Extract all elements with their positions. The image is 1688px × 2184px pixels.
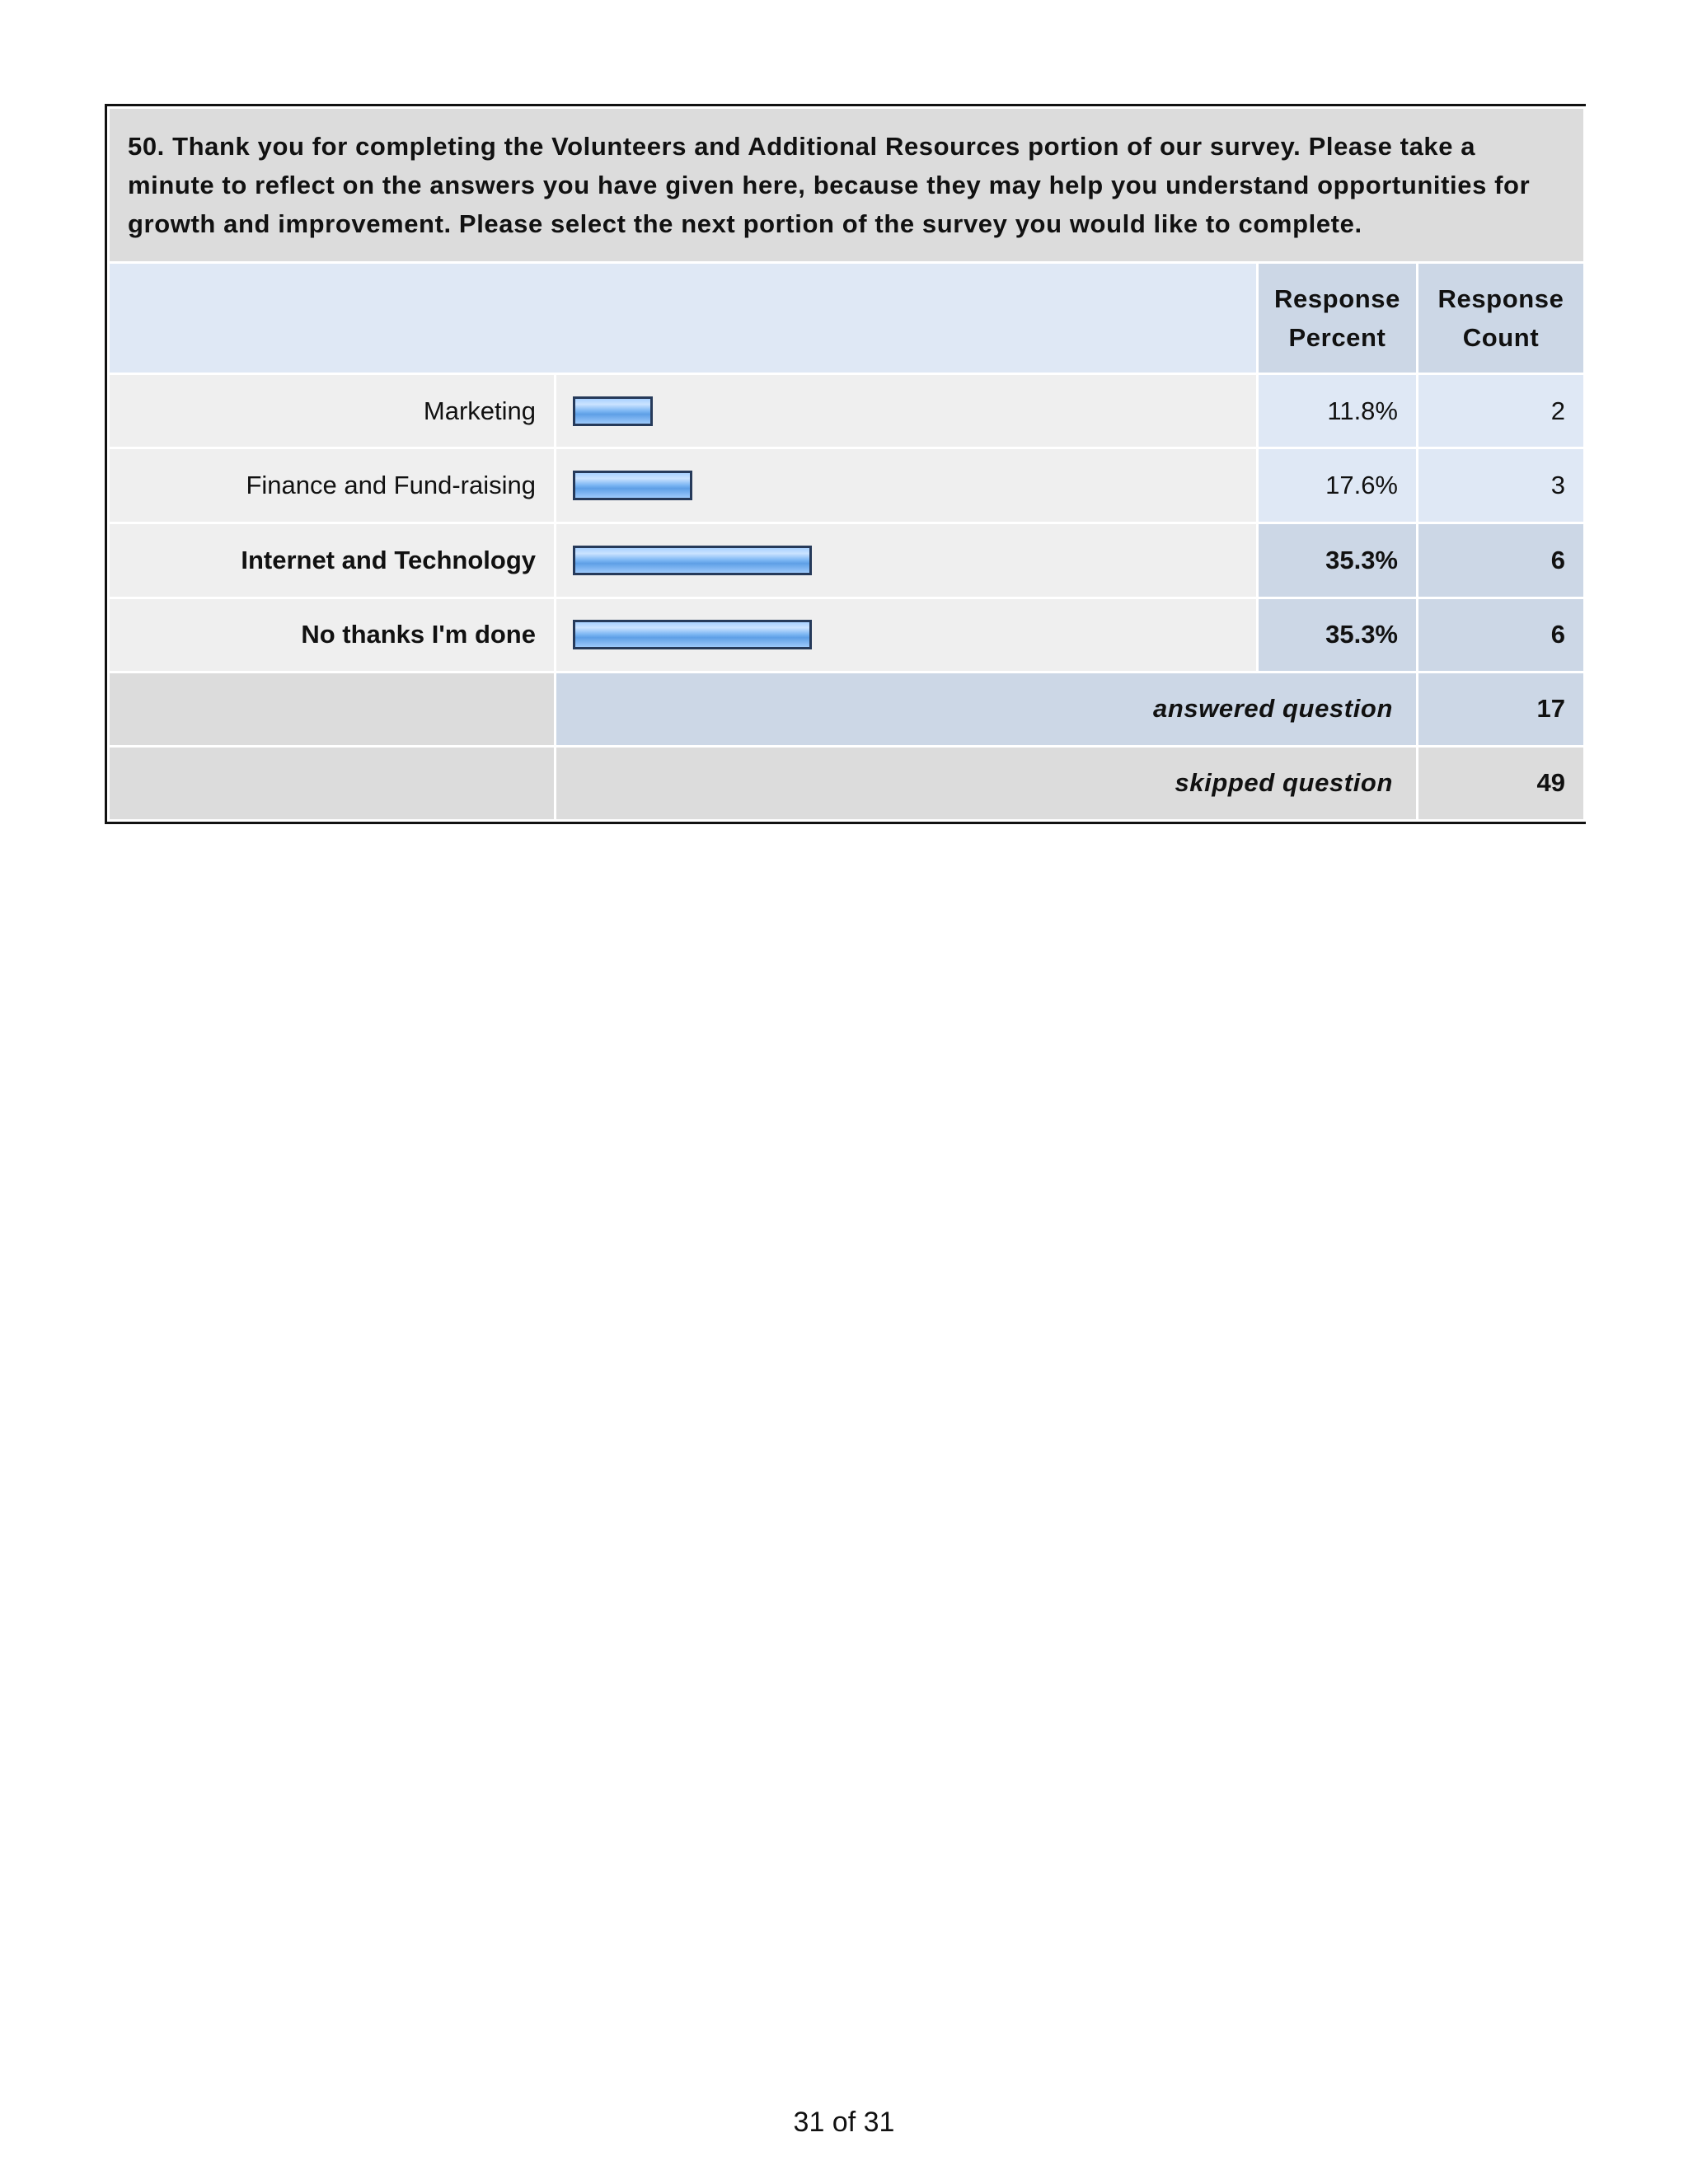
question-row xyxy=(109,108,1585,263)
header-blank-cell xyxy=(109,263,1258,374)
page-number: 31 of 31 xyxy=(793,2107,895,2138)
bar-track xyxy=(573,396,1256,426)
header-count-line2: Count xyxy=(1462,323,1540,353)
skipped-row xyxy=(109,746,1585,820)
answered-row xyxy=(109,672,1585,746)
answer-label: Finance and Fund-raising xyxy=(109,448,556,523)
bar-cell xyxy=(556,598,1258,672)
header-percent-line2: Percent xyxy=(1288,323,1386,353)
response-bar xyxy=(573,471,692,500)
answer-row xyxy=(109,523,1585,598)
header-response-percent xyxy=(1258,263,1418,374)
answer-label: Marketing xyxy=(109,374,556,448)
response-bar xyxy=(573,620,812,649)
bar-track xyxy=(573,471,1256,500)
response-percent: 11.8% xyxy=(1258,374,1418,448)
answer-row xyxy=(109,374,1585,448)
column-header-row xyxy=(109,263,1585,374)
skipped-question-label: skipped question xyxy=(556,746,1418,820)
summary-blank-cell xyxy=(109,746,556,820)
response-count: 2 xyxy=(1418,374,1585,448)
skipped-question-count: 49 xyxy=(1418,746,1585,820)
header-response-count xyxy=(1418,263,1585,374)
response-bar xyxy=(573,546,812,575)
response-count: 6 xyxy=(1418,598,1585,672)
bar-track xyxy=(573,620,1256,649)
answered-question-label: answered question xyxy=(556,672,1418,746)
response-percent: 35.3% xyxy=(1258,598,1418,672)
bar-cell xyxy=(556,523,1258,598)
survey-question-table xyxy=(105,104,1586,824)
response-count: 3 xyxy=(1418,448,1585,523)
response-bar xyxy=(573,396,653,426)
answer-row xyxy=(109,448,1585,523)
response-percent: 17.6% xyxy=(1258,448,1418,523)
answer-row xyxy=(109,598,1585,672)
results-table xyxy=(107,106,1586,822)
header-percent-line1: Response xyxy=(1274,284,1400,314)
summary-blank-cell xyxy=(109,672,556,746)
response-percent: 35.3% xyxy=(1258,523,1418,598)
answer-label: Internet and Technology xyxy=(109,523,556,598)
response-count: 6 xyxy=(1418,523,1585,598)
header-count-line1: Response xyxy=(1437,284,1564,314)
answered-question-count: 17 xyxy=(1418,672,1585,746)
bar-track xyxy=(573,546,1256,575)
question-text: 50. Thank you for completing the Volunteers and Additional Resources portion of our survey. Please take a minute to reflect on the answers you have given here, because they may help you understand opportunities for growth and improvement. Please select the next portion of the survey you would like to complete. xyxy=(109,108,1585,263)
bar-cell xyxy=(556,448,1258,523)
bar-cell xyxy=(556,374,1258,448)
answer-label: No thanks I'm done xyxy=(109,598,556,672)
